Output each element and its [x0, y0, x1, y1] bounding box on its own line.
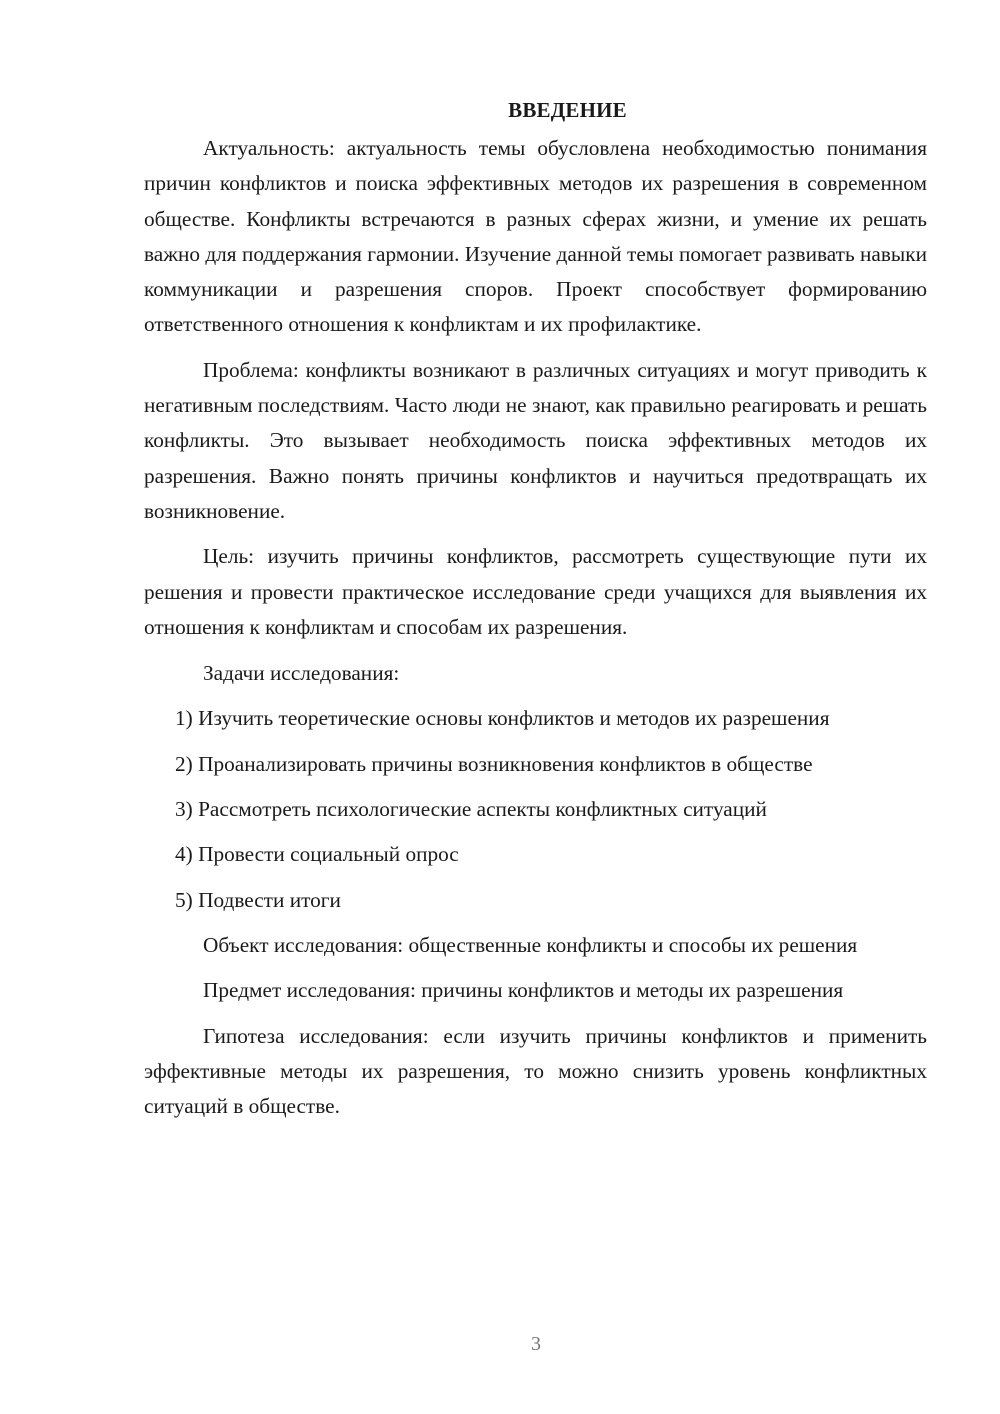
- hypothesis-paragraph: Гипотеза исследования: если изучить причины конфликтов и применить эффективные методы их разрешения, то можно снизить уровень конфликтных ситуаций в обществе.: [144, 1023, 927, 1119]
- tasks-title: Задачи исследования:: [203, 661, 400, 686]
- page-number: 3: [531, 1333, 541, 1355]
- list-item: 2) Проанализировать причины возникновения конфликтов в обществе: [175, 751, 813, 776]
- goal-paragraph: Цель: изучить причины конфликтов, рассмотреть существующие пути их решения и провести практическое исследование среди учащихся для выявления их отношения к конфликтам и способам их разрешения.: [144, 544, 927, 639]
- object-paragraph: Объект исследования: общественные конфликты и способы их решения: [203, 932, 858, 957]
- list-item: 4) Провести социальный опрос: [175, 842, 459, 867]
- tasks-list: [144, 701, 927, 917]
- problem-paragraph: Проблема: конфликты возникают в различных ситуациях и могут приводить к негативным последствиям. Часто люди не знают, как правильно реагировать и решать конфликты. Это вызывает необходимость поиска эффективных методов их разрешения. Важно понять причины конфликтов и научиться предотвращать их возникновение.: [144, 357, 927, 523]
- list-item: 5) Подвести итоги: [175, 887, 341, 912]
- relevance-paragraph: Актуальность: актуальность темы обусловлена необходимостью понимания причин конфликтов и поиска эффективных методов их разрешения в современном обществе. Конфликты встречаются в разных сферах жизни, и умение их решать важно для поддержания гармонии. Изучение данной темы помогает развивать навыки коммуникации и разрешения споров. Проект способствует формированию ответственного отношения к конфликтам и их профилактике.: [144, 136, 927, 337]
- list-item: 3) Рассмотреть психологические аспекты конфликтных ситуаций: [175, 797, 767, 822]
- list-item: 1) Изучить теоретические основы конфликтов и методов их разрешения: [175, 706, 830, 731]
- page-title: ВВЕДЕНИЕ: [508, 98, 627, 122]
- subject-paragraph: Предмет исследования: причины конфликтов и методы их разрешения: [203, 978, 844, 1003]
- document-page: [144, 92, 927, 1124]
